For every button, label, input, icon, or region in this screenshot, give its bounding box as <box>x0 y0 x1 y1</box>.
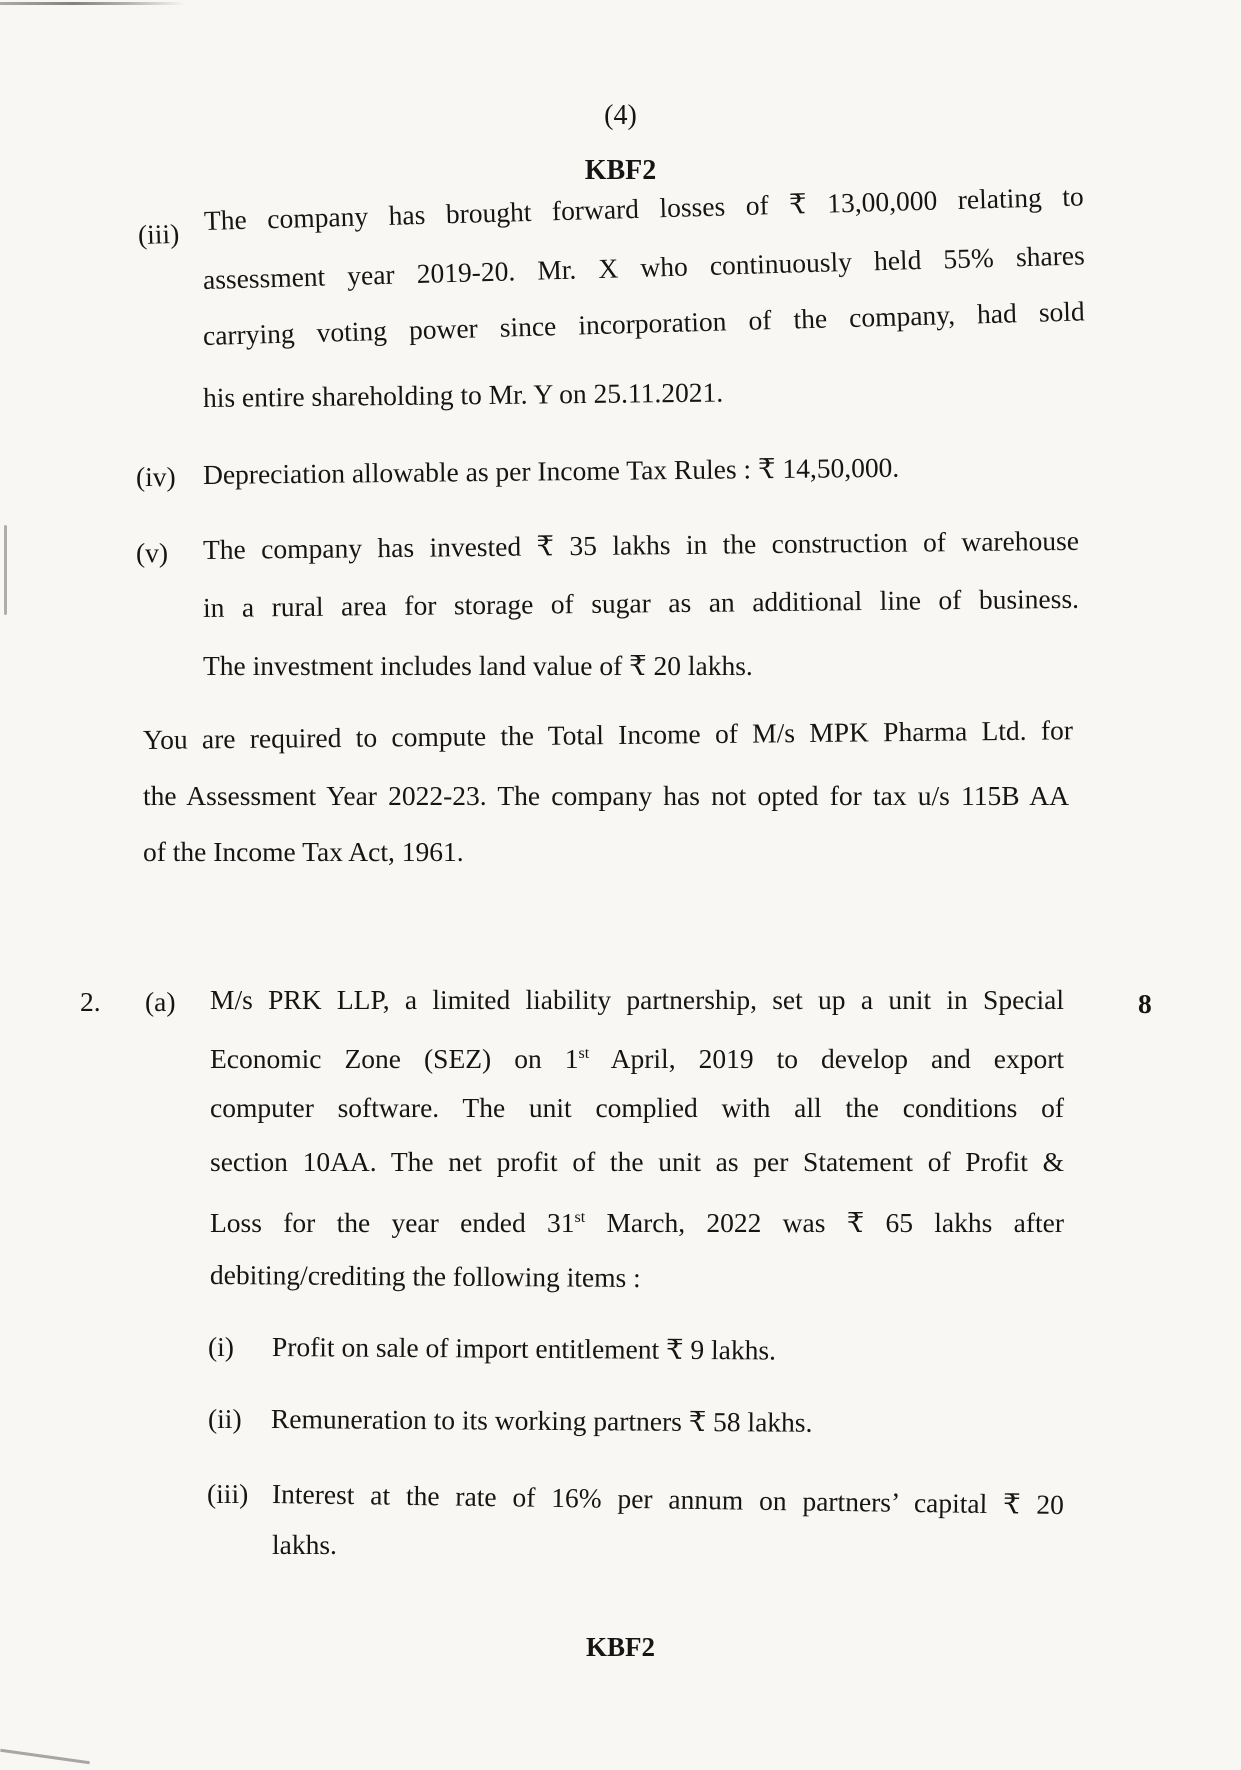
item-iii-marker: (iii) <box>137 217 180 250</box>
page-number: (4) <box>604 100 637 131</box>
sub-item-ii-line-1: Remuneration to its working partners ₹ 58 lakhs. <box>270 1403 813 1438</box>
paper-code-footer: KBF2 <box>585 1632 655 1662</box>
item-v-line-3: The investment includes land value of ₹ 20 lakhs. <box>203 650 753 681</box>
question-2-line-6: debiting/crediting the following items : <box>209 1259 641 1294</box>
sub-item-i-marker: (i) <box>208 1331 234 1362</box>
question-2-marks: 8 <box>1138 988 1152 1019</box>
item-v-marker: (v) <box>136 537 169 568</box>
instruction-line-3: of the Income Tax Act, 1961. <box>143 836 464 867</box>
item-iii-line-2: assessment year 2019-20. Mr. X who continuously held 55% shares <box>202 239 1086 295</box>
scan-artifact-left <box>4 525 7 615</box>
question-2-line-4: section 10AA. The net profit of the unit as per Statement of Profit & <box>210 1146 1064 1177</box>
question-2-line-3: computer software. The unit complied with all the conditions of <box>210 1092 1064 1123</box>
item-iii-line-1: The company has brought forward losses of ₹ 13,00,000 relating to <box>203 180 1085 236</box>
item-v-line-2: in a rural area for storage of sugar as an additional line of business. <box>202 582 1080 623</box>
question-2-line-2: Economic Zone (SEZ) on 1st April, 2019 to develop and export <box>210 1043 1065 1075</box>
item-iv-line-1: Depreciation allowable as per Income Tax Rules : ₹ 14,50,000. <box>202 451 900 490</box>
question-2-line-5: Loss for the year ended 31st March, 2022 was ₹ 65 lakhs after <box>210 1207 1064 1239</box>
question-2-part: (a) <box>145 986 176 1017</box>
sub-item-iii-line-1: Interest at the rate of 16% per annum on partners’ capital ₹ 20 <box>271 1478 1065 1521</box>
scan-artifact-bottom <box>0 1749 90 1764</box>
item-iv-marker: (iv) <box>136 461 176 492</box>
paper-code-header: KBF2 <box>584 155 657 186</box>
item-iii-line-4: his entire shareholding to Mr. Y on 25.11.2021. <box>202 376 724 413</box>
item-v-line-1: The company has invested ₹ 35 lakhs in the construction of warehouse <box>202 524 1080 565</box>
sub-item-i-line-1: Profit on sale of import entitlement ₹ 9 lakhs. <box>271 1331 777 1366</box>
instruction-line-2: the Assessment Year 2022-23. The company has not opted for tax u/s 115B AA <box>143 780 1069 811</box>
sub-item-iii-line-2: lakhs. <box>272 1529 337 1560</box>
item-iii-line-3: carrying voting power since incorporation of the company, had sold <box>202 295 1086 351</box>
instruction-line-1: You are required to compute the Total Income of M/s MPK Pharma Ltd. for <box>142 714 1074 755</box>
sub-item-iii-marker: (iii) <box>207 1478 249 1509</box>
question-2-number: 2. <box>80 986 101 1017</box>
question-2-line-1: M/s PRK LLP, a limited liability partnership, set up a unit in Special <box>210 984 1064 1015</box>
scan-artifact-top <box>0 2 185 5</box>
sub-item-ii-marker: (ii) <box>208 1403 242 1434</box>
